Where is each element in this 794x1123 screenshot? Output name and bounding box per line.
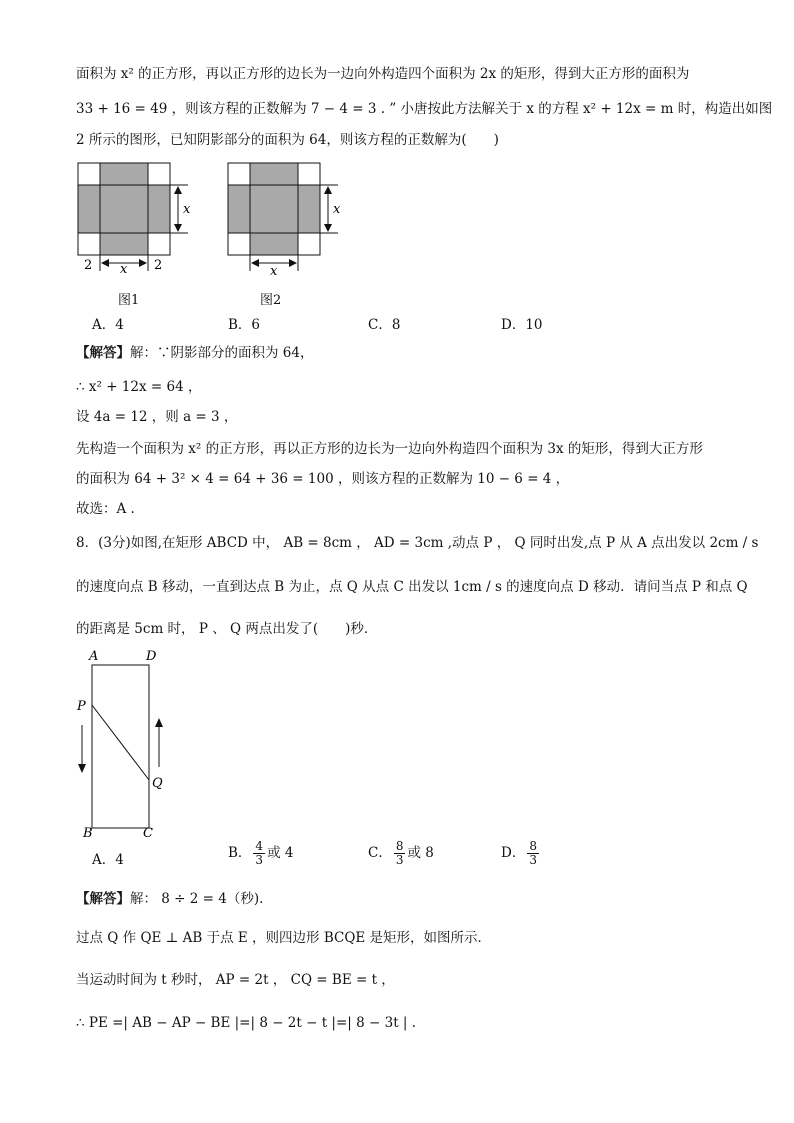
q8-answer-line-4: ∴ PE =| AB − AP − BE |=| 8 − 2t − t |=| 8 − 3t | . bbox=[76, 1015, 417, 1031]
q7-stem-line-1: 面积为 x² 的正方形，再以正方形的边长为一边向外构造四个面积为 2x 的矩形，得到大正方形的面积为 bbox=[76, 66, 690, 82]
answer-tag: 【解答】 bbox=[76, 345, 130, 361]
fraction-numerator: 8 bbox=[529, 839, 537, 853]
fraction-denominator: 3 bbox=[395, 853, 404, 867]
label-q: Q bbox=[152, 776, 163, 791]
q8-answer-line-3: 当运动时间为 t 秒时， AP = 2t ， CQ = BE = t ， bbox=[76, 972, 395, 988]
q8-stem-line-2: 的速度向点 B 移动，一直到达点 B 为止，点 Q 从点 C 出发以 1cm / s 的速度向点 D 移动．请问当点 P 和点 Q bbox=[76, 579, 748, 595]
q8-stem-line-1: 8．(3分)如图,在矩形 ABCD 中， AB = 8cm ， AD = 3cm ,动点 P ， Q 同时出发,点 P 从 A 点出发以 2cm / s bbox=[76, 535, 759, 551]
fig1-label-x-bottom: x bbox=[120, 262, 128, 275]
fig2-caption: 图2 bbox=[260, 293, 282, 308]
fraction-numerator: 4 bbox=[255, 839, 264, 853]
q8-option-c-prefix: C． bbox=[368, 845, 392, 861]
q8-option-b bbox=[228, 840, 293, 867]
q8-option-c bbox=[368, 840, 434, 867]
q7-option-a: A．4 bbox=[92, 317, 124, 333]
q8-option-c-fraction bbox=[394, 840, 406, 867]
fig1-caption: 图1 bbox=[118, 293, 140, 308]
q8-option-a: A．4 bbox=[92, 852, 124, 868]
fig2-label-x-bottom: x bbox=[270, 264, 278, 275]
q7-option-c: C．8 bbox=[368, 317, 401, 333]
q7-answer-line-2: ∴ x² + 12x = 64 ， bbox=[76, 379, 202, 395]
q8-rectangle-figure bbox=[70, 645, 180, 840]
q7-stem-line-2: 33 + 16 = 49 ，则该方程的正数解为 7 − 4 = 3 . ” 小唐按此方法解关于 x 的方程 x² + 12x = m 时，构造出如图 bbox=[76, 101, 773, 117]
q8-answer-line-1-text: 解： 8 ÷ 2 = 4（秒). bbox=[130, 891, 264, 907]
q8-option-d-fraction bbox=[527, 840, 539, 867]
answer-tag: 【解答】 bbox=[76, 891, 130, 907]
q7-answer-line-3: 设 4a = 12 ，则 a = 3 ， bbox=[76, 409, 238, 425]
q7-answer-line-1-text: 解：∵阴影部分的面积为 64， bbox=[130, 345, 314, 361]
q7-option-b: B．6 bbox=[228, 317, 261, 333]
q7-figure-1 bbox=[70, 155, 200, 275]
q8-stem-line-3: 的距离是 5cm 时， P 、 Q 两点出发了( )秒． bbox=[76, 621, 378, 637]
label-b: B bbox=[83, 826, 93, 840]
q8-option-b-suffix: 或 4 bbox=[267, 845, 294, 861]
q7-answer-line-4: 先构造一个面积为 x² 的正方形，再以正方形的边长为一边向外构造四个面积为 3x 的矩形，得到大正方形 bbox=[76, 441, 703, 457]
q8-option-c-suffix: 或 8 bbox=[407, 845, 434, 861]
label-d: D bbox=[146, 649, 157, 664]
fraction-denominator: 3 bbox=[529, 853, 537, 867]
q7-answer-line-1 bbox=[76, 343, 313, 363]
label-c: C bbox=[143, 826, 153, 840]
q7-figure-2 bbox=[220, 155, 350, 275]
q7-option-d: D．10 bbox=[501, 317, 543, 333]
fig2-label-x-right: x bbox=[333, 202, 341, 217]
q8-option-d-prefix: D． bbox=[501, 845, 526, 861]
q8-option-d bbox=[501, 840, 541, 867]
q7-answer-line-6: 故选：A . bbox=[76, 501, 135, 517]
fig1-label-2-right: 2 bbox=[154, 258, 163, 273]
fraction-denominator: 3 bbox=[255, 853, 264, 867]
q7-stem-line-3: 2 所示的图形，已知阴影部分的面积为 64，则该方程的正数解为( ) bbox=[76, 132, 499, 148]
q7-answer-line-5: 的面积为 64 + 3² × 4 = 64 + 36 = 100 ，则该方程的正数解为 10 − 6 = 4 ， bbox=[76, 471, 570, 487]
label-a: A bbox=[89, 649, 99, 664]
q8-answer-line-2: 过点 Q 作 QE ⊥ AB 于点 E ，则四边形 BCQE 是矩形，如图所示． bbox=[76, 930, 492, 946]
q8-option-b-prefix: B． bbox=[228, 845, 252, 861]
q8-option-b-fraction bbox=[253, 840, 265, 867]
fig1-label-2-left: 2 bbox=[84, 258, 93, 273]
q8-answer-line-1 bbox=[76, 889, 263, 909]
fraction-numerator: 8 bbox=[395, 839, 404, 853]
fig1-label-x-right: x bbox=[183, 202, 191, 217]
label-p: P bbox=[77, 699, 86, 714]
